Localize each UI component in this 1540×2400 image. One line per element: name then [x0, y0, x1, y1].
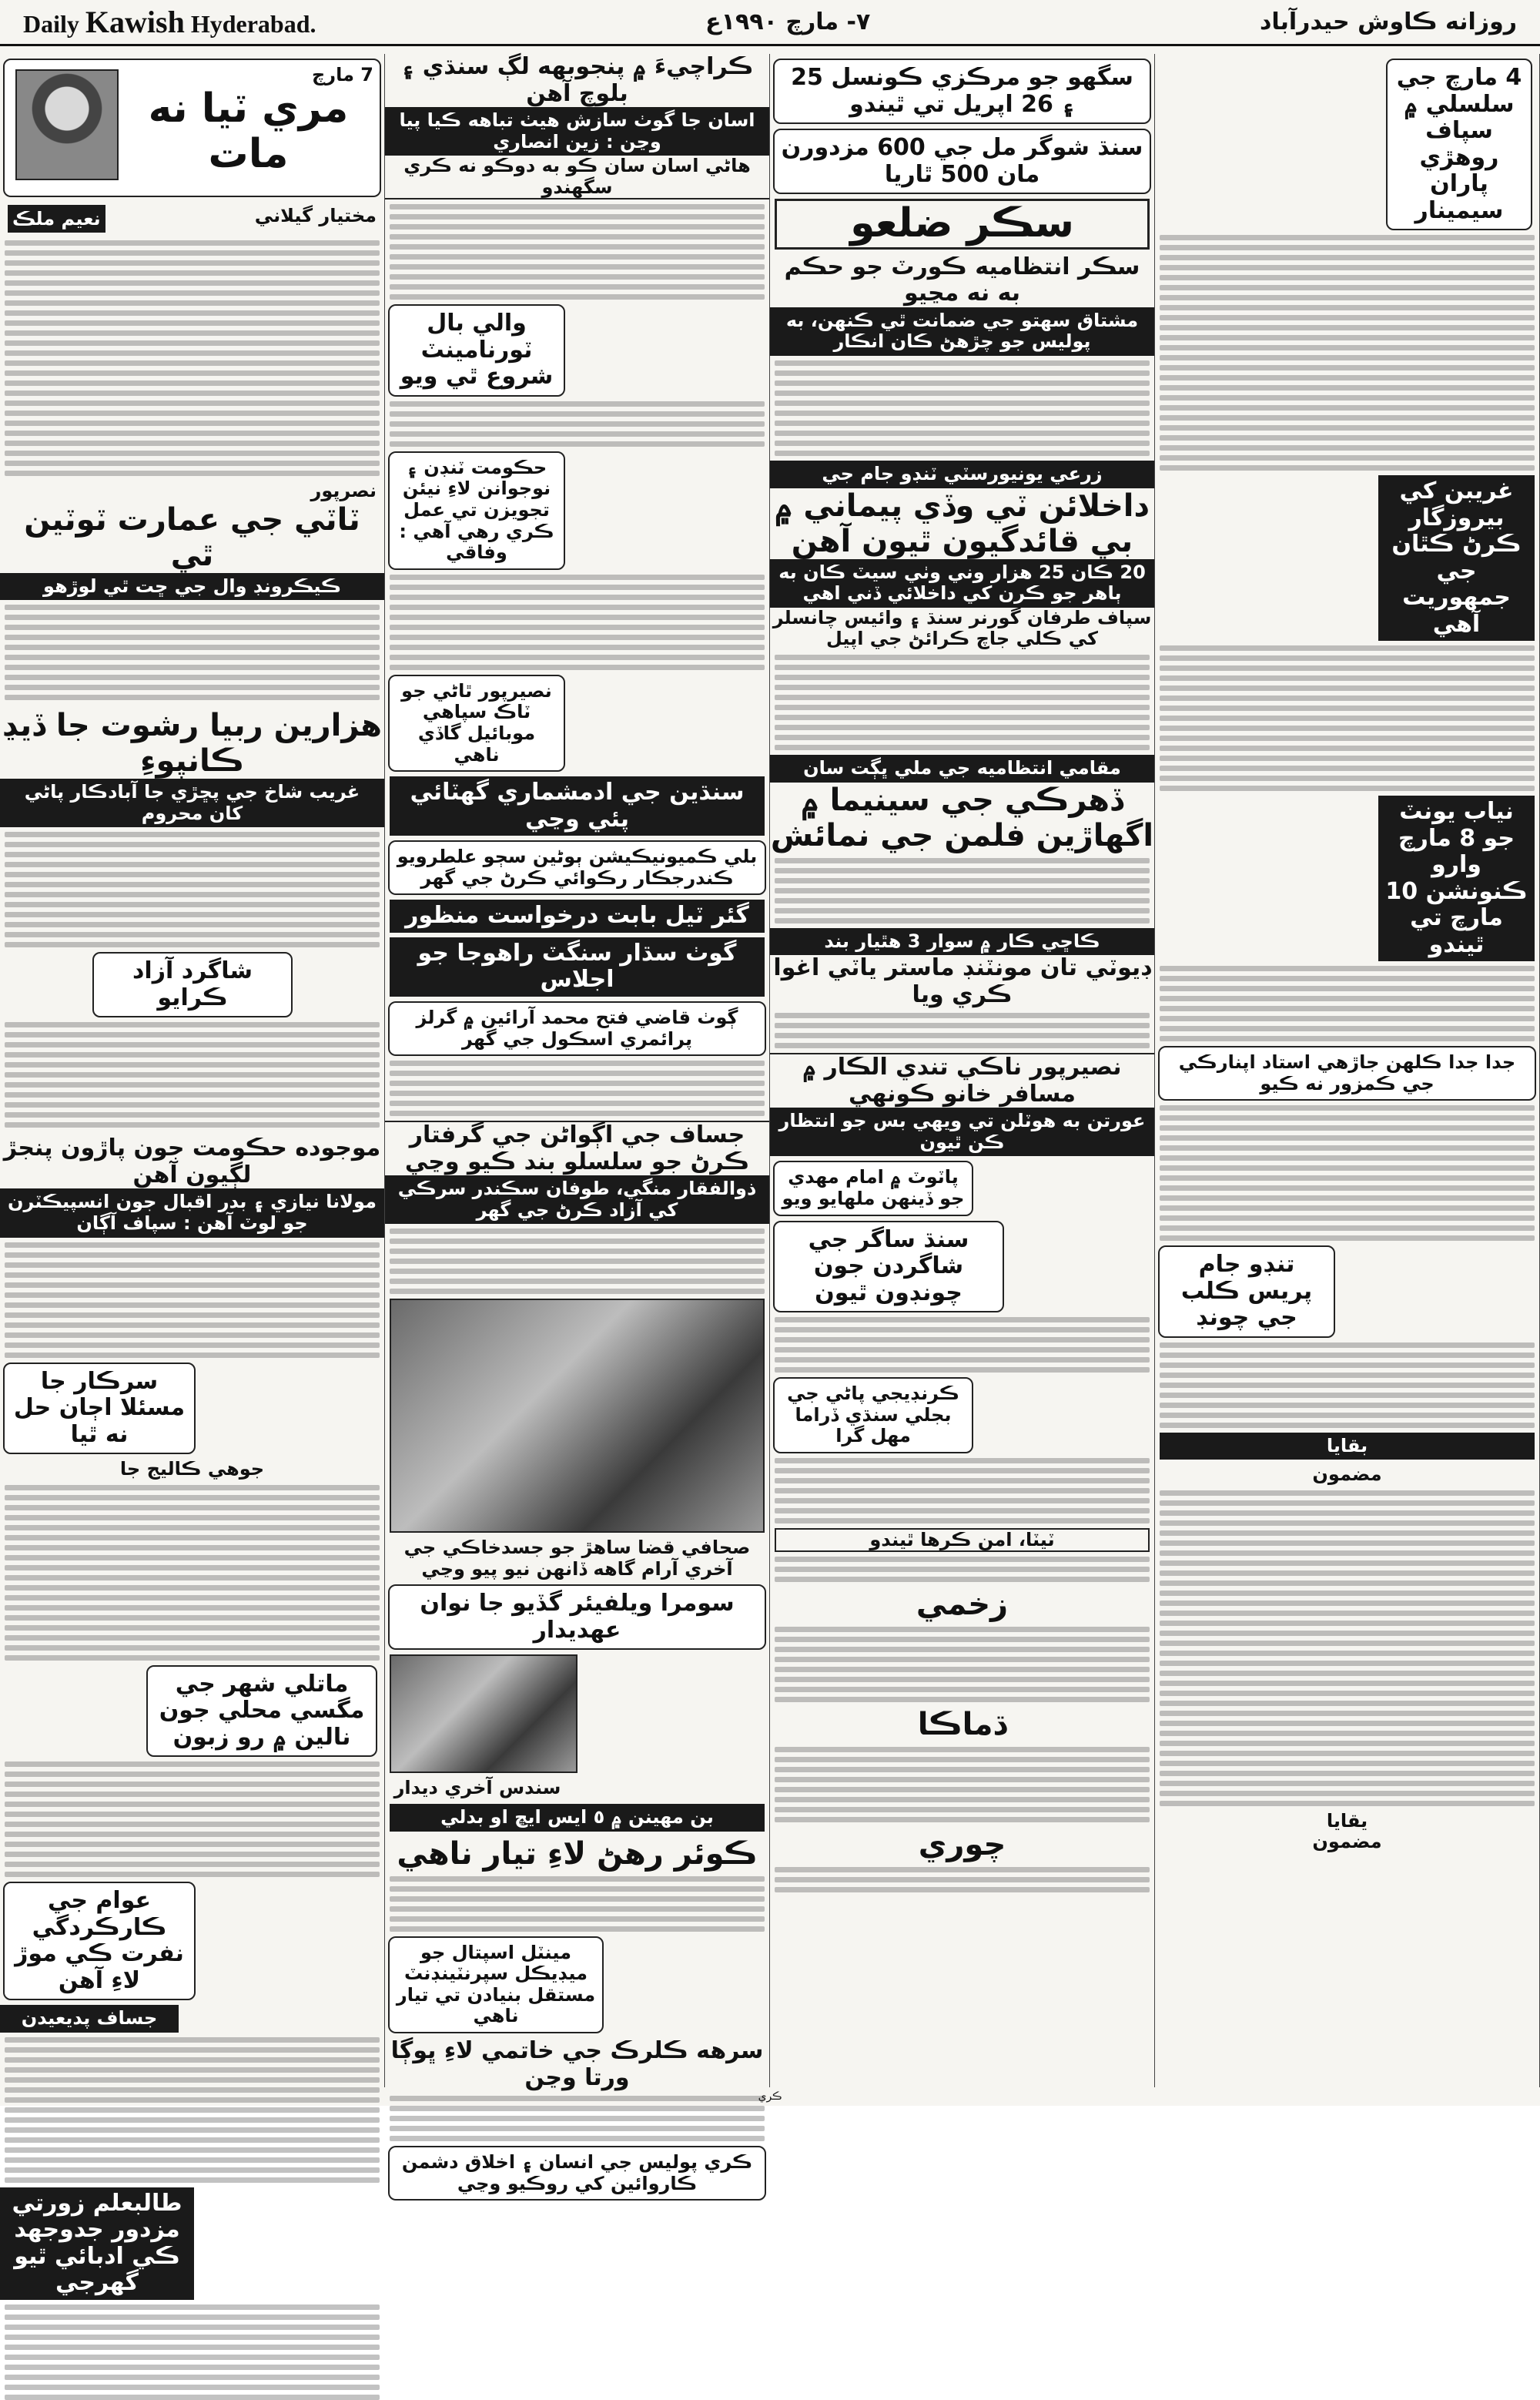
obituary-subject: مختيار گيلاني	[254, 205, 377, 226]
article-press-club	[1155, 1342, 1539, 1428]
subhead-court-order: مشتاق سهتو جي ضمانت ٿي ڪنهن، به پوليس جو چڙهڻ ڪان انڪار	[770, 307, 1154, 356]
label-article: بقايا	[1160, 1433, 1535, 1460]
center-right-column	[770, 54, 1155, 2087]
article-electricity	[770, 1458, 1154, 1523]
article-seminar	[1155, 235, 1539, 471]
masthead-suffix: Hyderabad.	[190, 10, 316, 38]
label-university: زرعي يونيورسٽي ٽنڊو جام جي	[770, 461, 1154, 488]
headline-clerk: سرهه ڪلرڪ جي خاتمي لاءِ ڀوڳا ورتا وڃن	[390, 2037, 764, 2091]
masthead	[0, 0, 1540, 46]
headline-soomra: سومرا ويلفيئر گڏيو جا نوان عهديدار	[388, 1584, 766, 1650]
headline-police-mobile: نصيرپور ٿاڻي جو ٽاڪ سپاهي موبائيل گاڏي ناهي	[388, 675, 565, 772]
article-admissions	[770, 655, 1154, 750]
headline-bribe: هزارين ربيا رشوت جا ڏيڍ ڪانپوءِ	[2, 708, 382, 779]
headline-press-club: تنڊو جام پريس ڪلب جي چونڊ	[1158, 1245, 1335, 1338]
subhead-government: مولانا نيازي ۽ بدر اقبال جون انسپيڪٽرن جو لوٽ آهن : سپاف آڳان	[0, 1188, 384, 1237]
headline-gas: گئر ٽيل بابت درخواست منظور	[390, 900, 765, 933]
label-car-robbers: ڪاڇي ڪار ۾ سوار 3 هٿيار بند	[770, 928, 1154, 956]
headline-survey: ڪوئر رهڻ لاءِ تيار ناهي	[397, 1835, 758, 1872]
section-label-nasirpur: نصرپور	[310, 480, 377, 501]
subhead-admissions: 20 ڪان 25 هزار وني وٺي سيٽ ڪان به ٻاهر جو ڪرن کي داخلائي ڏني اهي	[770, 559, 1154, 608]
article-issues	[0, 1485, 384, 1661]
article-student-elections	[770, 1317, 1154, 1373]
article-karachi	[385, 204, 769, 300]
article-peace-note	[770, 1557, 1154, 1582]
headline-police-actions: ڪري پوليس جي انسان ۽ اخلاق دشمن ڪاروائين کي روڪيو وڃي	[388, 2146, 766, 2201]
headline-seminar: 4 مارچ جي سلسلي ۾ سپاف روهڙي پاران سيمينار	[1386, 59, 1532, 230]
headline-injured: زخمي	[916, 1587, 1009, 1623]
article-arrest	[385, 1228, 769, 1294]
funeral-photo	[390, 1299, 765, 1533]
headline-sindhi-census: سنڌين جي ادمشماري گهٽائي پئي وڃي	[390, 776, 765, 836]
headline-public: عوام جي ڪارڪردگي نفرت ڪي موڙ لاءِ آهن	[3, 1882, 196, 2000]
headline-admissions: داخلائن ٽي وڏي پيماني ۾ بي قائدگيون ٿيون آهن	[774, 488, 1150, 559]
right-column	[1155, 54, 1540, 2087]
article-labor	[0, 2304, 384, 2400]
headline-imam-mahdi: پاٽوٽ ۾ امام مهدي جو ڏينهن ملهايو ويو	[773, 1161, 973, 1215]
headline-theft: چوري	[918, 1827, 1006, 1863]
district-title: سڪر ضلعو	[775, 199, 1150, 250]
article-bribe	[0, 832, 384, 947]
masthead-title-sindhi: روزانه ڪاوش حيدرآباد	[1259, 8, 1517, 35]
headline-matli: ماتلي شهر جي مگسي محلي جون نالين ۾ رو زبون	[146, 1665, 377, 1758]
headline-blasts: ڌماڪا	[917, 1707, 1007, 1743]
headline-volleyball: والي بال ٽورنامينٽ شروع ٿي ويو	[388, 304, 565, 397]
subhead-travel-inn: عورتن به هوٽلن تي ويهي بس جو انتظار ڪن ٿيون	[770, 1108, 1154, 1156]
headline-teachers: جدا جدا ڪلهن جاڙهي استاد اپنارڪي جي ڪمزور نه ڪيو	[1158, 1046, 1536, 1101]
subhead-karachi-2: هاڻي اسان سان ڪو به دوڪو نه ڪري سگهندو	[385, 156, 769, 199]
article-court-order	[770, 360, 1154, 456]
masthead-prefix: Daily	[23, 10, 79, 38]
article-convention	[1155, 966, 1539, 1041]
headline-youth: حڪومت ٽنڊن ۽ نوجوانن لاءِ نيئن تجويزن تي عمل ڪري رهي آهي : وفاقي	[388, 451, 565, 570]
label-article-2: مضمون	[1312, 1463, 1382, 1486]
subhead-admissions-2: سپاف طرفان گورنر سنڌ ۽ وائيس چانسلر کي ڪلي جاچ ڪرائڻ جي اپيل	[772, 606, 1152, 650]
headline-sugar-mill: سنڌ شوگر مل جي 600 مزدورن مان 500 ٿاريا	[773, 129, 1151, 194]
article-teachers	[1155, 1105, 1539, 1241]
article-volleyball	[385, 401, 769, 447]
headline-electricity: ڪرنڊيجي پاڻي جي بجلي سنڌي ڏراما مهل گرا	[773, 1377, 973, 1453]
headline-arrest: جساف جي اڳواڻن جي گرفتار ڪرڻ جو سلسلو بند ڪيو وڃي	[385, 1121, 769, 1175]
page-footer: ڪري	[758, 2090, 782, 2103]
portrait-photo	[15, 69, 119, 180]
funeral-caption: صحافي قضا ساهڙ جو جسدخاڪي جي آخري آرام گاهه ڏانهن نيو پيو وڃي	[403, 1537, 751, 1580]
headline-unemployment: غريبن کي بيروزگار ڪرڻ ڪٿان جي جمهوريت آهي	[1378, 475, 1535, 641]
article-youth	[385, 575, 769, 670]
headline-teacher-kidnap: ڊيوٽي تان مونٽنڊ ماستر ياٽي اغوا ڪري ويا	[773, 954, 1151, 1008]
headline-issues: سرڪار جا مسئلا اڄان حل نه ٿيا	[3, 1363, 196, 1455]
obituary-byline	[0, 202, 384, 236]
article-cinema	[770, 858, 1154, 923]
subhead-building: ڪيڪرونڊ وال جي ڇت ٿي لوڙهو	[0, 573, 384, 601]
headline-blue-comm: بلي ڪميونيڪيشن ٻوڻين سڄو علطرويو ڪندرجڪار رڪوائي ڪرڻ جي گهر	[388, 840, 766, 895]
label-continued-cr: يقايا	[1326, 1809, 1368, 1832]
headline-students-freed: شاگرد آزاد ڪرايو	[92, 952, 293, 1017]
article-teacher-kidnap	[770, 1013, 1154, 1048]
obituary-author: نعيم ملڪ	[8, 205, 105, 233]
obituary-date: 7 مارچ	[311, 64, 373, 85]
article-government	[0, 1242, 384, 1358]
headline-goth-sudhar: گوٺ سڌار سنگٽ راهوجا جو اجلاس	[390, 937, 765, 997]
headline-cinema: ڏهرڪي جي سينيما ۾ اگهاڙين فلمن جي نمائش	[770, 782, 1154, 853]
article-school	[385, 1061, 769, 1116]
article-building	[0, 605, 384, 700]
headline-peace-note: ٽيٽا، امن ڪرها ٿيندو	[775, 1528, 1150, 1553]
subhead-karachi: اسان جا گوٺ سازش هيٺ تباهه ڪيا پيا وڃن : زين انصاري	[385, 107, 769, 156]
article-theft	[770, 1867, 1154, 1892]
headline-court-order: سڪر انتظاميه ڪورٽ جو حڪم به نه مڃيو	[784, 253, 1140, 307]
article-unemployment	[1155, 645, 1539, 791]
article-injured	[770, 1627, 1154, 1702]
article-students-freed	[0, 1022, 384, 1128]
subhead-bribe: غريب شاخ جي پڇڙي جا آبادڪار پاڻي کان محروم	[0, 779, 384, 827]
obituary-box	[3, 59, 381, 197]
last-look-photo	[390, 1654, 578, 1773]
masthead-title-english	[23, 4, 316, 40]
headline-girls-school: ڳوٺ قاضي فتح محمد آرائين ۾ گرلز پرائمري اسڪول جي گهر	[388, 1001, 766, 1056]
article-continued	[1155, 1490, 1539, 1806]
headline-convention: نياب يونٽ جو 8 مارچ وارو ڪنونشن 10 مارچ تي ٿيندو	[1378, 796, 1535, 961]
subhead-public: جساف پديعيدن	[0, 2005, 179, 2033]
headline-travel-inn: نصيرپور ناڪي تندي الڪار ۾ مسافر خانو ڪونهي	[770, 1053, 1154, 1108]
center-left-column	[385, 53, 770, 2194]
masthead-main: Kawish	[85, 5, 185, 39]
headline-meeting: سگهو جو مرڪزي ڪونسل 25 ۽ 26 اپريل تي ٿيندو	[773, 59, 1151, 124]
obituary-text	[0, 240, 384, 476]
last-look-caption: سندس آخري ديدار	[393, 1777, 561, 1799]
masthead-date: ٧- مارچ ١٩٩٠ع	[705, 8, 871, 35]
headline-karachi: ڪراچيءَ ۾ پنجوبهه لڳ سنڌي ۽ بلوچ آهن	[400, 53, 754, 107]
article-survey	[385, 1876, 769, 1932]
article-public	[0, 2037, 384, 2183]
headline-student-elections: سنڌ ساگر جي شاگردن جون چونڊون ٿيون	[773, 1221, 1004, 1313]
article-blasts	[770, 1747, 1154, 1822]
subhead-arrest: ذوالفقار منگي، طوفان سڪندر سرڪي کي آزاد ڪرڻ جي گهر	[385, 1175, 769, 1224]
headline-government: موجوده حڪومت جون پاڙون پنجڙ لڳيون آهن	[3, 1135, 381, 1188]
left-column	[0, 54, 385, 2297]
obituary-title: مري ٽيا نه مات	[148, 85, 349, 178]
article-matli	[0, 1761, 384, 1877]
label-article-cr: مضمون	[1312, 1831, 1382, 1853]
headline-sho-transfers: بن مهينن ۾ ٥ ايس ايڇ او بدلي	[390, 1804, 765, 1832]
label-local-admin: مقامي انتظاميه جي ملي ڀڳت سان	[770, 755, 1154, 783]
headline-building: ٽاٽي جي عمارت ٽوٽين ٿي	[24, 501, 360, 573]
headline-johi: جوهي ڪاليج جا	[119, 1458, 265, 1480]
headline-labor: طالبعلم زورتي مزدور جدوجهد ڪي ادبائي ٿيو گهرجي	[0, 2187, 194, 2300]
headline-mental-hospital: مينٽل اسپتال جو ميڊيڪل سپرنٽينڊنٽ مستقل بنيادن تي تيار ناهي	[388, 1936, 604, 2033]
